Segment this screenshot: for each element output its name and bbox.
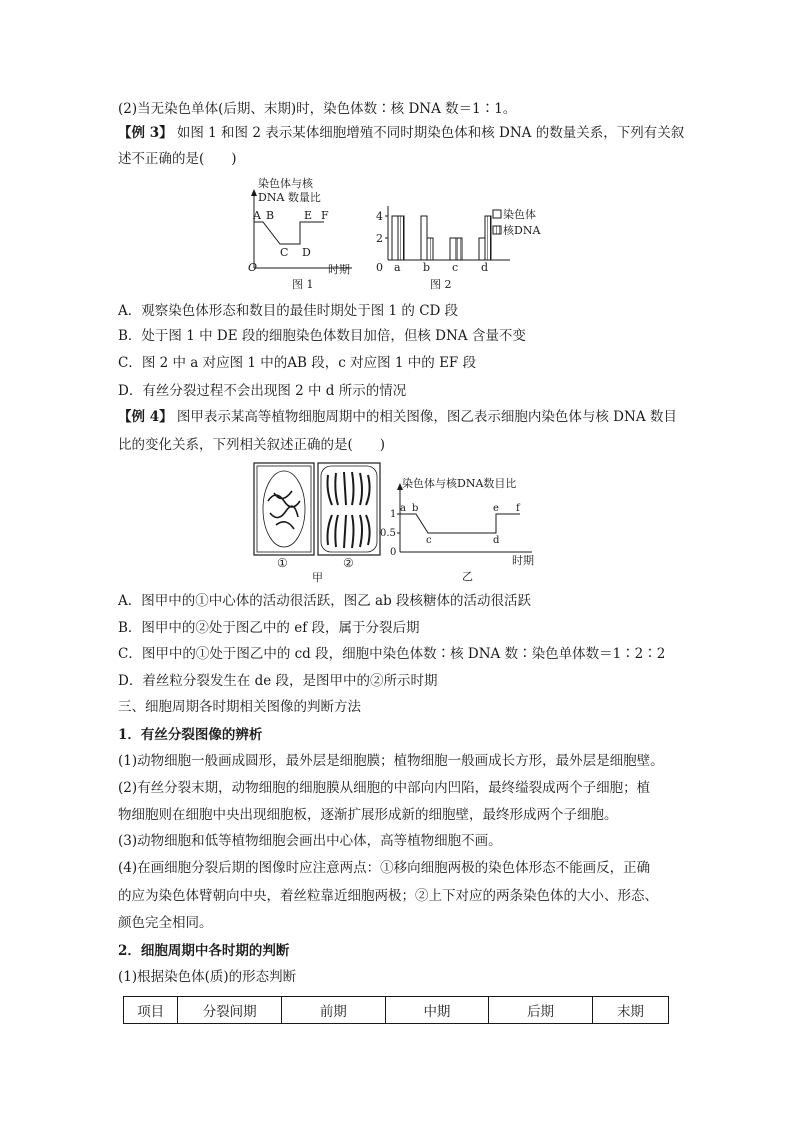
fig2-legend-chrom: 染色体: [503, 208, 536, 221]
fig2-ytick-4: 4: [376, 210, 383, 223]
option-c: C．图 2 中 a 对应图 1 中的AB 段，c 对应图 1 中的 EF 段: [118, 355, 477, 371]
table-header-cell: 中期: [385, 997, 489, 1024]
fig2-cat-c: c: [452, 261, 459, 274]
example-tag: 【例 4】: [118, 409, 173, 425]
fig1-caption: 图 1: [292, 278, 314, 291]
paragraph-line: (3)动物细胞和低等植物细胞会画出中心体，高等植物细胞不画。: [118, 833, 502, 849]
fig2-ytick-0: 0: [376, 261, 383, 274]
fig2-bar-c-chrom: [450, 238, 456, 260]
fig2-bar-a-chrom: [392, 216, 398, 260]
fig1-point-d: D: [302, 246, 311, 259]
fig1-point-c: C: [280, 246, 289, 259]
fig2-cat-a: a: [394, 261, 401, 274]
subsection-heading: 2．细胞周期中各时期的判断: [118, 943, 290, 959]
fig2-bar-a-dna: [398, 216, 404, 260]
text-line: (2)当无染色单体(后期、末期)时，染色体数∶核 DNA 数＝1∶1。: [118, 101, 517, 117]
table-row: [124, 997, 669, 1024]
option-b: B．图甲中的②处于图乙中的 ef 段，属于分裂后期: [118, 620, 420, 636]
paragraph-line: (4)在画细胞分裂后期的图像时应注意两点：①移向细胞两极的染色体形态不能画反，正确: [118, 860, 651, 876]
fig2-legend-dna: 核DNA: [503, 224, 541, 237]
text-line: 述不正确的是( ): [118, 151, 237, 167]
fig1-point-b: B: [266, 209, 275, 222]
fig4-point-b: b: [412, 503, 419, 514]
fig1-curve: [254, 222, 324, 244]
option-d: D．有丝分裂过程不会出现图 2 中 d 所示的情况: [118, 383, 407, 399]
fig1-point-e: E: [304, 209, 313, 222]
example-3-stem: [118, 124, 684, 142]
fig4-ytick-1: 1: [390, 509, 397, 520]
figure-yi: [380, 474, 546, 588]
fig4-xlabel: 时期: [512, 554, 534, 567]
example-4-stem: [118, 408, 677, 426]
fig4-point-c: c: [426, 535, 432, 546]
fig4-point-d: d: [493, 535, 500, 546]
fig1-origin: O: [248, 261, 258, 274]
fig2-legend-chrom-swatch: [493, 210, 501, 218]
fig1-ylabel-2: DNA 数量比: [258, 191, 321, 204]
fig4-ytick-0: 0: [390, 547, 397, 558]
fig1-xlabel: 时期: [328, 263, 350, 276]
paragraph-line: (1)根据染色体(质)的形态判断: [118, 969, 297, 985]
fig1-y-arrow: [251, 189, 257, 196]
fig2-bar-d-dna: [485, 216, 491, 260]
paragraph-line: (1)动物细胞一般画成圆形，最外层是细胞膜；植物细胞一般画成长方形，最外层是细胞壁。: [118, 753, 664, 769]
fig4-caption: 乙: [462, 570, 473, 583]
phase-table: [123, 996, 669, 1024]
paragraph-line: 物细胞则在细胞中央出现细胞板，逐渐扩展形成新的细胞壁，最终形成两个子细胞。: [118, 807, 618, 823]
fig2-ytick-2: 2: [376, 232, 383, 245]
subsection-heading: 1．有丝分裂图像的辨析: [118, 727, 263, 743]
fig2-bar-d-chrom: [479, 238, 485, 260]
section-heading: 三、细胞周期各时期相关图像的判断方法: [118, 699, 361, 715]
cell-2-lower-chromosomes: [328, 515, 370, 548]
fig4-ytick-05: 0.5: [380, 528, 396, 539]
figure-1: [240, 174, 360, 296]
table-header-cell: 分裂间期: [178, 997, 282, 1024]
option-a: A．观察染色体形态和数目的最佳时期处于图 1 的 CD 段: [118, 303, 459, 319]
fig2-bars: [392, 216, 491, 260]
cell-1-spindle: [263, 471, 305, 547]
table-header-cell: 前期: [282, 997, 386, 1024]
option-b: B．处于图 1 中 DE 段的细胞染色体数目加倍，但核 DNA 含量不变: [118, 328, 526, 344]
fig2-cat-d: d: [481, 261, 489, 274]
paragraph-line: 的应为染色体臂朝向中央，着丝粒靠近细胞两极；②上下对应的两条染色体的大小、形态、: [118, 888, 658, 904]
fig4-title: 染色体与核DNA数目比: [402, 477, 517, 490]
option-a: A．图甲中的①中心体的活动很活跃，图乙 ab 段核糖体的活动很活跃: [118, 593, 532, 609]
figure-2: [370, 200, 550, 296]
fig2-bar-b-dna: [427, 238, 433, 260]
fig2-bar-c-dna: [456, 238, 462, 260]
fig4-curve: [400, 514, 520, 533]
table-header-cell: 项目: [124, 997, 178, 1024]
fig1-point-f: F: [321, 209, 329, 222]
fig2-legend-dna-swatch: [493, 226, 501, 234]
fig1-point-a: A: [253, 209, 261, 222]
table-header-cell: 后期: [489, 997, 593, 1024]
text-span: 如图 1 和图 2 表示某体细胞增殖不同时期染色体和核 DNA 的数量关系，下列有关叙: [176, 125, 685, 141]
fig2-cat-b: b: [423, 261, 431, 274]
text-span: 图甲表示某高等植物细胞周期中的相关图像，图乙表示细胞内染色体与核 DNA 数目: [176, 409, 677, 425]
fig2-caption: 图 2: [430, 278, 452, 291]
table-header-cell: 末期: [592, 997, 668, 1024]
cell-1-label: ①: [277, 556, 288, 570]
cell-1-chromosomes: [268, 491, 300, 529]
paragraph-line: 颜色完全相同。: [118, 915, 213, 931]
option-c: C．图甲中的①处于图乙中的 cd 段，细胞中染色体数∶核 DNA 数∶染色单体数＝1∶2∶2: [118, 646, 666, 662]
option-d: D．着丝粒分裂发生在 de 段，是图甲中的②所示时期: [118, 673, 438, 689]
fig2-bar-b-chrom: [421, 216, 427, 260]
figure-jia: [252, 461, 386, 587]
fig1-ylabel-1: 染色体与核: [258, 177, 313, 190]
fig4-point-e: e: [493, 503, 499, 514]
cell-2-label: ②: [343, 556, 354, 570]
fig4-point-a: a: [400, 503, 406, 514]
example-tag: 【例 3】: [118, 125, 173, 141]
cell-1-membrane: [257, 466, 311, 552]
fig-jia-caption: 甲: [312, 571, 323, 584]
cell-2-upper-chromosomes: [328, 472, 370, 505]
paragraph-line: (2)有丝分裂末期，动物细胞的细胞膜从细胞的中部向内凹陷，最终缢裂成两个子细胞；植: [118, 780, 651, 796]
fig4-point-f: f: [516, 503, 520, 514]
text-line: 比的变化关系，下列相关叙述正确的是( ): [118, 437, 386, 453]
